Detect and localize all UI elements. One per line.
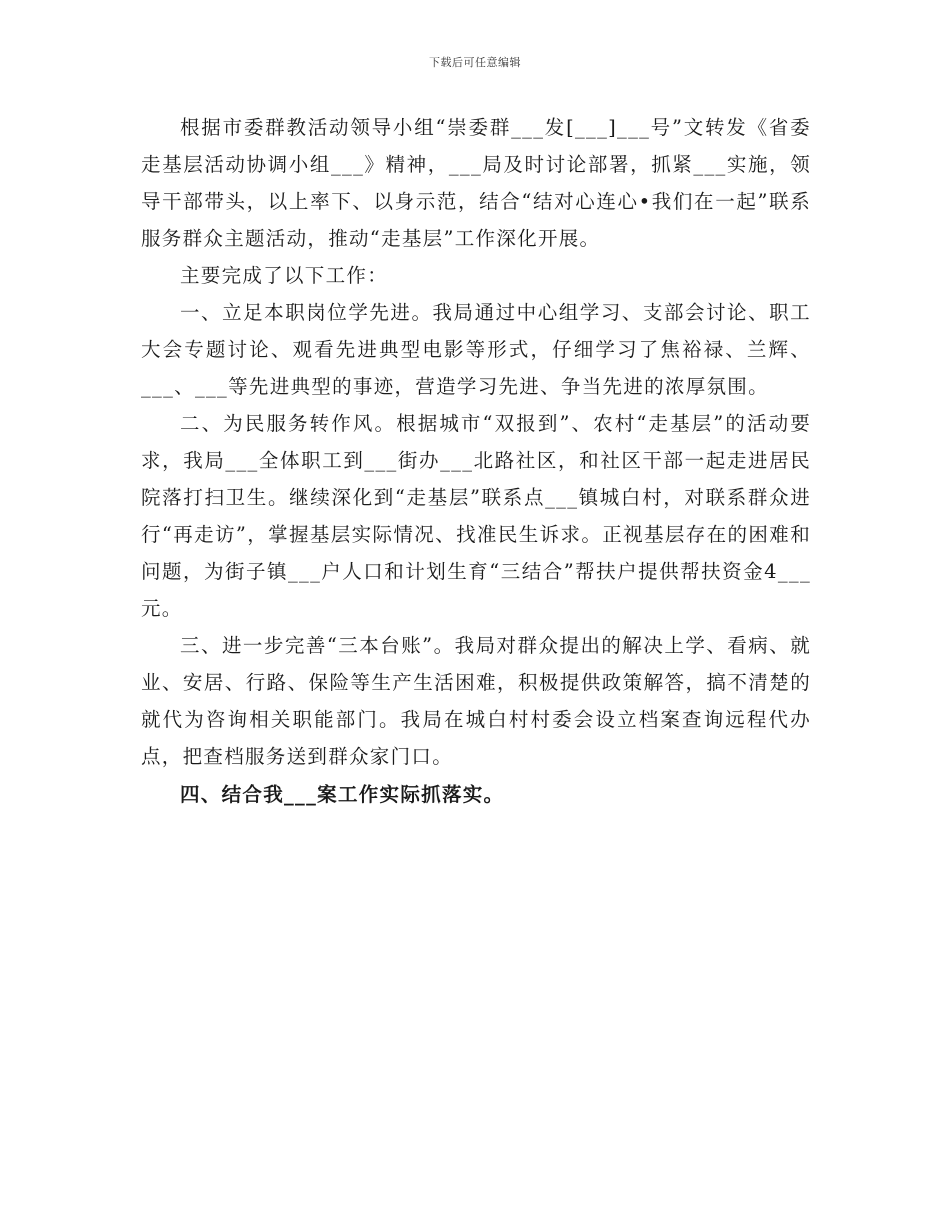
paragraph-intro: 根据市委群教活动领导小组“崇委群___发[___]___号”文转发《省委走基层活动协调小组___》精神，___局及时讨论部署，抓紧___实施，领导干部带头，以上率下、以身示范，结合“结对心连心•我们在一起”联系服务群众主题活动，推动“走基层”工作深化开展。 xyxy=(141,116,811,250)
paragraph-item-four-heading: 四、结合我___案工作实际抓落实。 xyxy=(180,783,505,806)
paragraph-item-two: 二、为民服务转作风。根据城市“双报到”、农村“走基层”的活动要求，我局___全体职工到___街办___北路社区，和社区干部一起走进居民院落打扫卫生。继续深化到“走基层”联系点___镇城白村，对联系群众进行“再走访”，掌握基层实际情况、找准民生诉求。正视基层存在的困难和问题，为街子镇___户人口和计划生育“三结合”帮扶户提供帮扶资金4___元。 xyxy=(141,412,811,620)
paragraph-summary-lead: 主要完成了以下工作： xyxy=(180,264,389,287)
header-note: 下载后可任意编辑 xyxy=(429,56,521,69)
paragraph-item-three: 三、进一步完善“三本台账”。我局对群众提出的解决上学、看病、就业、安居、行路、保险等生产生活困难，积极提供政策解答，搞不清楚的就代为咨询相关职能部门。我局在城白村村委会设立档案查询远程代办点，把查档服务送到群众家门口。 xyxy=(141,634,811,768)
document-body xyxy=(141,109,811,813)
paragraph-item-one: 一、立足本职岗位学先进。我局通过中心组学习、支部会讨论、职工大会专题讨论、观看先进典型电影等形式，仔细学习了焦裕禄、兰辉、___、___等先进典型的事迹，营造学习先进、争当先进的浓厚氛围。 xyxy=(141,301,811,398)
